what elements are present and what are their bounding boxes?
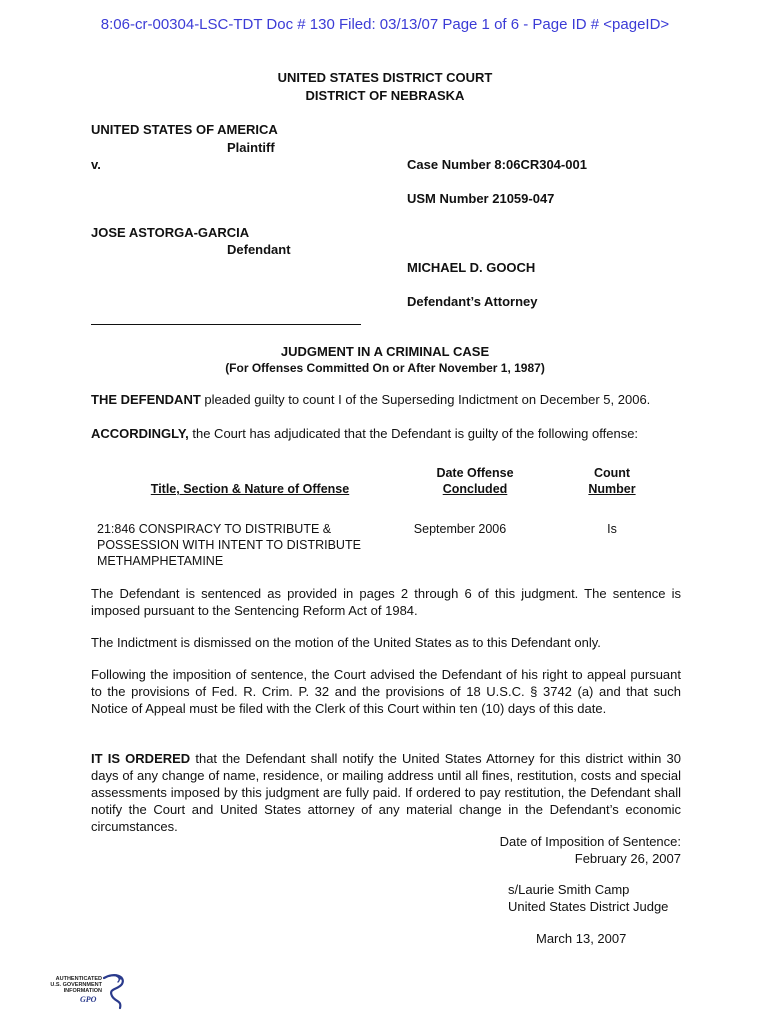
case-number: Case Number 8:06CR304-001 bbox=[407, 157, 587, 172]
usm-number: USM Number 21059-047 bbox=[407, 191, 555, 206]
judge-signature: s/Laurie Smith Camp bbox=[508, 882, 630, 897]
eagle-icon bbox=[100, 972, 128, 1012]
gpo-line-3: INFORMATION bbox=[63, 988, 102, 994]
ordered-lead: IT IS ORDERED bbox=[91, 751, 191, 766]
signature-block bbox=[508, 881, 668, 915]
plaintiff-role: Plaintiff bbox=[227, 140, 275, 155]
offense-line-1: 21:846 CONSPIRACY TO DISTRIBUTE & bbox=[97, 522, 332, 536]
table-header-count-line2: Number bbox=[588, 482, 636, 496]
offense-line-3: METHAMPHETAMINE bbox=[97, 554, 224, 568]
table-header-date-line2: Concluded bbox=[442, 482, 508, 496]
imposition-date: February 26, 2007 bbox=[574, 851, 681, 866]
judge-title: United States District Judge bbox=[508, 899, 669, 914]
table-header-count bbox=[572, 465, 652, 497]
table-header-date-line1: Date Offense bbox=[436, 466, 514, 480]
defendant-role: Defendant bbox=[227, 242, 291, 257]
caption-divider bbox=[91, 324, 361, 325]
document-header-stamp: 8:06-cr-00304-LSC-TDT Doc # 130 Filed: 03/13/07 Page 1 of 6 - Page ID # <pageID> bbox=[100, 16, 670, 33]
plea-paragraph bbox=[91, 391, 681, 408]
attorney-name: MICHAEL D. GOOCH bbox=[407, 260, 536, 275]
court-name: UNITED STATES DISTRICT COURT bbox=[277, 70, 493, 85]
sentenced-paragraph: The Defendant is sentenced as provided in pages 2 through 6 of this judgment. The sentence is imposed pursuant to the Sentencing Reform Act of 1984. bbox=[91, 586, 681, 618]
ordered-text: that the Defendant shall notify the United States Attorney for this district within 30 days of any change of name, residence, or mailing address until all fines, restitution, costs and special assessments imposed by this judgment are fully paid. If ordered to pay restitution, the Defendant shall notify the Court and United States attorney of any material change in the Defendant’s economic circumstances. bbox=[91, 751, 681, 834]
offense-line-2: POSSESSION WITH INTENT TO DISTRIBUTE bbox=[97, 538, 361, 552]
defendant-name: JOSE ASTORGA-GARCIA bbox=[91, 225, 250, 240]
table-row-count: Is bbox=[607, 522, 617, 536]
imposition-label: Date of Imposition of Sentence: bbox=[499, 834, 681, 849]
gpo-line-2: U.S. GOVERNMENT bbox=[50, 982, 102, 988]
plea-text: pleaded guilty to count I of the Superseding Indictment on December 5, 2006. bbox=[200, 392, 651, 407]
plea-lead: THE DEFENDANT bbox=[91, 392, 201, 407]
table-header-date bbox=[405, 465, 545, 497]
plaintiff-name: UNITED STATES OF AMERICA bbox=[91, 122, 278, 137]
appeal-paragraph: Following the imposition of sentence, the Court advised the Defendant of his right to appeal pursuant to the provisions of Fed. R. Crim. P. 32 and the provisions of 18 U.S.C. § 3742 (a) and that such Notice of Appeal must be filed with the Clerk of this Court within ten (10) days of this date. bbox=[91, 667, 681, 716]
table-header-title: Title, Section & Nature of Offense bbox=[150, 482, 350, 496]
accordingly-text: the Court has adjudicated that the Defendant is guilty of the following offense: bbox=[188, 426, 639, 441]
attorney-role: Defendant’s Attorney bbox=[407, 294, 538, 309]
gpo-mark: GPO bbox=[80, 995, 97, 1004]
table-row-date: September 2006 bbox=[413, 522, 507, 536]
accordingly-lead: ACCORDINGLY, bbox=[91, 426, 189, 441]
judgment-subtitle: (For Offenses Committed On or After November 1, 1987) bbox=[225, 361, 545, 375]
accordingly-paragraph bbox=[91, 425, 681, 442]
court-district: DISTRICT OF NEBRASKA bbox=[305, 88, 465, 103]
gpo-logo-text bbox=[40, 976, 102, 994]
table-row-offense bbox=[97, 521, 397, 569]
signature-date: March 13, 2007 bbox=[536, 931, 627, 946]
gpo-authentication-logo bbox=[40, 968, 130, 1018]
ordered-paragraph bbox=[91, 750, 681, 835]
judgment-title: JUDGMENT IN A CRIMINAL CASE bbox=[280, 344, 490, 359]
gpo-line-1: AUTHENTICATED bbox=[55, 976, 102, 982]
imposition-block bbox=[400, 833, 681, 867]
table-header-count-line1: Count bbox=[593, 466, 631, 480]
dismissed-paragraph: The Indictment is dismissed on the motion of the United States as to this Defendant only. bbox=[91, 635, 601, 650]
versus-label: v. bbox=[91, 157, 101, 172]
